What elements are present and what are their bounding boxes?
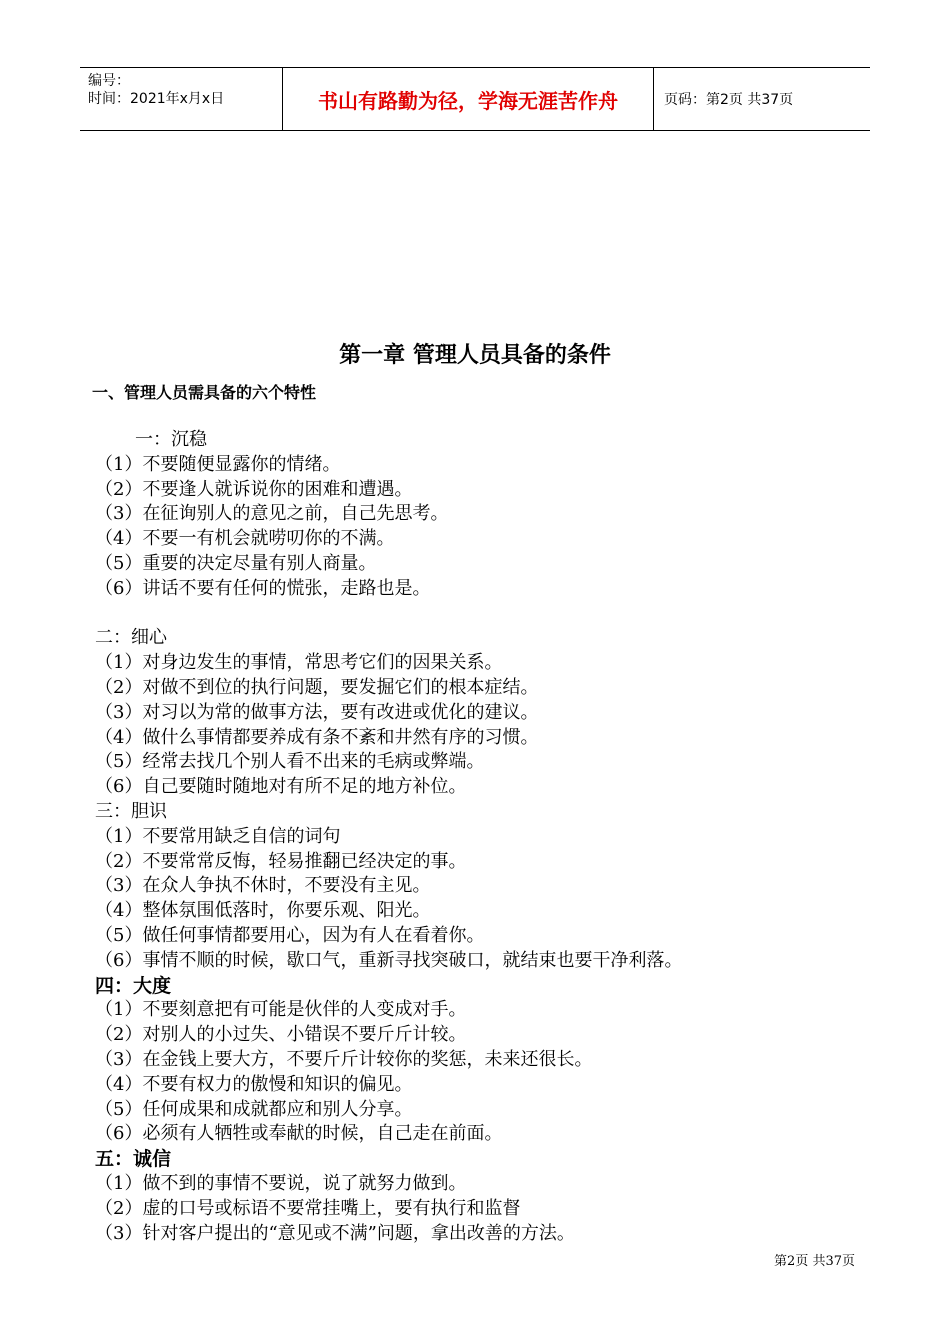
list-item: （2）虚的口号或标语不要常挂嘴上，要有执行和监督 — [95, 1197, 521, 1219]
list-item: （1）不要刻意把有可能是伙伴的人变成对手。 — [95, 999, 467, 1021]
list-item: （1）不要常用缺乏自信的词句 — [95, 825, 341, 847]
list-item: （3）对习以为常的做事方法，要有改进或优化的建议。 — [95, 701, 539, 723]
list-item: （3）针对客户提出的“意见或不满”问题，拿出改善的方法。 — [95, 1222, 575, 1244]
group-title: 四：大度 — [95, 974, 172, 997]
list-item: （5）重要的决定尽量有别人商量。 — [95, 552, 377, 574]
section-title: 一、管理人员需具备的六个特性 — [92, 383, 317, 402]
list-item: （3）在众人争执不休时，不要没有主见。 — [95, 875, 431, 897]
list-item: （2）对做不到位的执行问题，要发掘它们的根本症结。 — [95, 676, 539, 698]
list-item: （4）不要一有机会就唠叨你的不满。 — [95, 528, 395, 550]
list-item: （5）做任何事情都要用心，因为有人在看着你。 — [95, 924, 485, 946]
number-label: 编号： — [88, 73, 130, 89]
list-item: （6）自己要随时随地对有所不足的地方补位。 — [95, 776, 467, 798]
document-body — [95, 428, 875, 1246]
group-title: 五：诚信 — [95, 1148, 172, 1171]
group-title: 三：胆识 — [95, 800, 167, 822]
list-item: （2）不要逢人就诉说你的困难和遭遇。 — [95, 478, 413, 500]
header-meta — [80, 68, 282, 130]
list-item: （4）不要有权力的傲慢和知识的偏见。 — [95, 1073, 413, 1095]
header-page-label: 页码：第2页 共37页 — [664, 92, 794, 108]
header-motto: 书山有路勤为径，学海无涯苦作舟 — [282, 68, 654, 130]
list-item: （1）做不到的事情不要说，说了就努力做到。 — [95, 1172, 467, 1194]
list-item: （2）不要常常反悔，轻易推翻已经决定的事。 — [95, 850, 467, 872]
list-item: （6）事情不顺的时候，歇口气，重新寻找突破口，就结束也要干净利落。 — [95, 949, 683, 971]
list-item: （4）整体氛围低落时，你要乐观、阳光。 — [95, 900, 431, 922]
list-item: （3）在征询别人的意见之前，自己先思考。 — [95, 503, 449, 525]
page-header — [80, 67, 870, 131]
group-title: 一：沉稳 — [135, 429, 207, 450]
group-title: 二：细心 — [95, 627, 167, 649]
spacer — [95, 602, 875, 627]
list-item: （5）经常去找几个别人看不出来的毛病或弊端。 — [95, 751, 485, 773]
list-item: （1）对身边发生的事情，常思考它们的因果关系。 — [95, 652, 503, 674]
list-item: （6）讲话不要有任何的慌张，走路也是。 — [95, 577, 431, 599]
page-footer: 第2页 共37页 — [774, 1254, 855, 1269]
date-label: 时间：2021年x月x日 — [88, 91, 225, 107]
chapter-title: 第一章 管理人员具备的条件 — [339, 343, 611, 368]
list-item: （4）做什么事情都要养成有条不紊和井然有序的习惯。 — [95, 726, 539, 748]
list-item: （5）任何成果和成就都应和别人分享。 — [95, 1098, 413, 1120]
list-item: （6）必须有人牺牲或奉献的时候，自己走在前面。 — [95, 1123, 503, 1145]
list-item: （2）对别人的小过失、小错误不要斤斤计较。 — [95, 1024, 467, 1046]
list-item: （1）不要随便显露你的情绪。 — [95, 453, 341, 475]
list-item: （3）在金钱上要大方，不要斤斤计较你的奖惩，未来还很长。 — [95, 1048, 593, 1070]
